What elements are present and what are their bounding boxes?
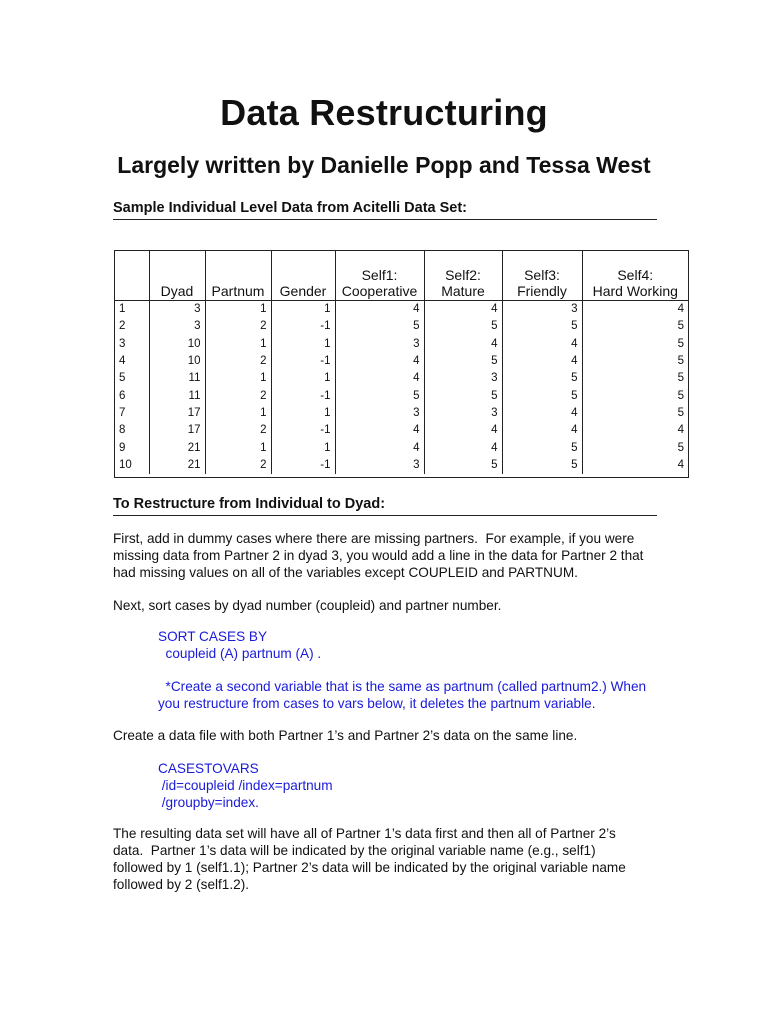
table-cell: 1 <box>271 405 335 422</box>
row-number-cell: 3 <box>119 337 126 350</box>
paragraph-resulting-data-set: The resulting data set will have all of Partner 1’s data first and then all of Partner 2’s data. Partner 1’s data will be indicated by the original variable name (e.g., self1) followed by 1 (self1.1); Partner 2’s data will be indicated by the original variable name followed by 2 (self1.2). <box>113 826 626 892</box>
table-cell: 3 <box>424 370 502 387</box>
row-number-cell: 10 <box>119 458 132 471</box>
code-casestovars: CASESTOVARS /id=coupleid /index=partnum /groupby=index. <box>158 761 333 810</box>
table-row <box>115 353 688 370</box>
table-cell: 4 <box>582 422 688 439</box>
table-cell: 4 <box>335 439 424 456</box>
table-cell: 5 <box>502 387 582 404</box>
table-cell: 5 <box>582 439 688 456</box>
table-cell: 5 <box>502 318 582 335</box>
table-cell: 17 <box>149 405 205 422</box>
table-header-row <box>115 251 688 301</box>
table-cell: 5 <box>582 353 688 370</box>
column-header: Partnum <box>205 251 271 301</box>
table-cell: -1 <box>271 457 335 474</box>
code-sort-cases: SORT CASES BY coupleid (A) partnum (A) . <box>158 629 322 661</box>
table-cell: 3 <box>149 301 205 319</box>
paragraph-sort-cases: Next, sort cases by dyad number (coupleid) and partner number. <box>113 598 502 613</box>
table-cell: 2 <box>205 457 271 474</box>
column-header: Gender <box>271 251 335 301</box>
column-header: Self3: Friendly <box>502 251 582 301</box>
table-cell: 21 <box>149 439 205 456</box>
table-cell: 5 <box>582 387 688 404</box>
table-cell: -1 <box>271 318 335 335</box>
table-cell: 4 <box>335 422 424 439</box>
column-header: Dyad <box>149 251 205 301</box>
table-row <box>115 318 688 335</box>
table-cell: 5 <box>424 457 502 474</box>
table-cell: 4 <box>502 422 582 439</box>
table-cell: 11 <box>149 387 205 404</box>
table-cell: 1 <box>205 301 271 319</box>
column-header: Self1: Cooperative <box>335 251 424 301</box>
table-cell: 4 <box>502 336 582 353</box>
table-cell: 4 <box>424 422 502 439</box>
paragraph-create-data-file: Create a data file with both Partner 1’s and Partner 2’s data on the same line. <box>113 728 578 743</box>
table-cell: 2 <box>205 387 271 404</box>
table-cell: 2 <box>205 353 271 370</box>
section-heading-restructure: To Restructure from Individual to Dyad: <box>113 496 657 516</box>
table-cell: 4 <box>424 301 502 319</box>
table-cell: 1 <box>271 370 335 387</box>
page-subtitle: Largely written by Danielle Popp and Tessa West <box>117 152 651 178</box>
table-cell: 4 <box>335 353 424 370</box>
table-cell: 5 <box>502 439 582 456</box>
table-cell: 5 <box>335 387 424 404</box>
table-cell: 3 <box>335 457 424 474</box>
table-cell: 4 <box>335 370 424 387</box>
table-cell: 4 <box>582 457 688 474</box>
row-number-cell: 7 <box>119 406 126 419</box>
table-cell: 1 <box>205 336 271 353</box>
table-cell: 10 <box>149 353 205 370</box>
table-cell: 17 <box>149 422 205 439</box>
table-cell: 1 <box>205 405 271 422</box>
table-cell: 4 <box>335 301 424 319</box>
table-cell: 5 <box>582 336 688 353</box>
table-cell: 1 <box>205 439 271 456</box>
table-cell: 21 <box>149 457 205 474</box>
table-cell: 4 <box>582 301 688 319</box>
table-cell: 3 <box>424 405 502 422</box>
row-number-cell: 5 <box>119 372 126 385</box>
table-cell: 5 <box>424 318 502 335</box>
section-heading-sample-data: Sample Individual Level Data from Acitelli Data Set: <box>113 200 657 220</box>
table-cell: 1 <box>271 439 335 456</box>
data-table-container <box>114 250 689 478</box>
table-cell: 5 <box>424 387 502 404</box>
table-cell: 10 <box>149 336 205 353</box>
code-comment-partnum2: *Create a second variable that is the same as partnum (called partnum2.) When you restructure from cases to vars below, it deletes the partnum variable. <box>158 679 647 711</box>
page-title: Data Restructuring <box>220 92 548 133</box>
data-table <box>115 251 688 474</box>
column-header <box>115 251 149 301</box>
table-cell: 5 <box>424 353 502 370</box>
table-row <box>115 439 688 456</box>
table-row <box>115 405 688 422</box>
column-header: Self4: Hard Working <box>582 251 688 301</box>
row-number-cell: 6 <box>119 389 126 402</box>
table-cell: 5 <box>335 318 424 335</box>
table-row <box>115 336 688 353</box>
table-cell: 3 <box>335 336 424 353</box>
table-cell: 4 <box>424 439 502 456</box>
table-cell: 3 <box>502 301 582 319</box>
table-cell: 2 <box>205 422 271 439</box>
paragraph-dummy-cases: First, add in dummy cases where there are missing partners. For example, if you were missing data from Partner 2 in dyad 3, you would add a line in the data for Partner 2 that had missing values on all of the variables except COUPLEID and PARTNUM. <box>113 531 644 580</box>
table-row <box>115 387 688 404</box>
table-row <box>115 301 688 319</box>
table-cell: -1 <box>271 422 335 439</box>
table-cell: 5 <box>582 370 688 387</box>
row-number-cell: 4 <box>119 355 126 368</box>
table-row <box>115 457 688 474</box>
row-number-cell: 8 <box>119 424 126 437</box>
table-cell: 1 <box>271 336 335 353</box>
row-number-cell: 2 <box>119 320 126 333</box>
table-cell: 1 <box>205 370 271 387</box>
row-number-cell: 1 <box>119 303 126 316</box>
table-row <box>115 422 688 439</box>
table-cell: 4 <box>502 405 582 422</box>
table-cell: 2 <box>205 318 271 335</box>
table-cell: 5 <box>582 405 688 422</box>
table-body <box>115 301 688 474</box>
table-cell: 1 <box>271 301 335 319</box>
column-header: Self2: Mature <box>424 251 502 301</box>
table-cell: -1 <box>271 387 335 404</box>
table-cell: -1 <box>271 353 335 370</box>
table-cell: 5 <box>502 370 582 387</box>
table-cell: 4 <box>424 336 502 353</box>
table-row <box>115 370 688 387</box>
table-cell: 3 <box>149 318 205 335</box>
table-cell: 3 <box>335 405 424 422</box>
row-number-cell: 9 <box>119 441 126 454</box>
table-cell: 5 <box>502 457 582 474</box>
table-cell: 4 <box>502 353 582 370</box>
table-cell: 11 <box>149 370 205 387</box>
table-cell: 5 <box>582 318 688 335</box>
